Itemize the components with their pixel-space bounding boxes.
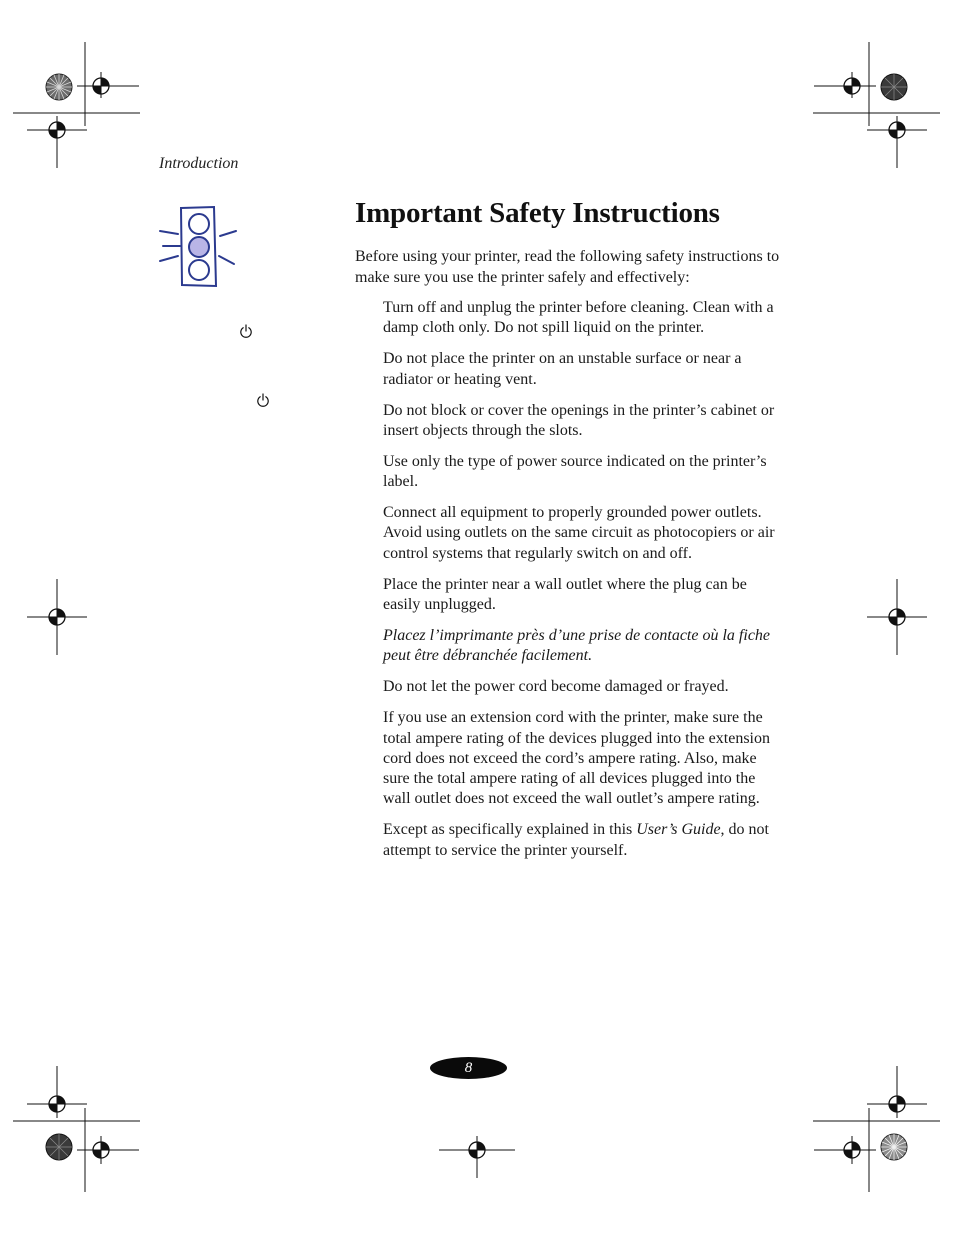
instruction-text: , do not attempt to service the printer yourself.: [383, 821, 769, 859]
safety-instruction: Turn off and unplug the printer before cleaning. Clean with a damp cloth only. Do not spill liquid on the printer.: [383, 299, 774, 337]
registration-mark-icon: [867, 579, 927, 655]
registration-mark-icon: [27, 1066, 87, 1118]
registration-mark-icon: [27, 116, 87, 168]
color-wheel-icon: [46, 1134, 72, 1160]
power-icon: [241, 325, 251, 337]
caution-light-icon: [160, 207, 236, 286]
registration-mark-icon: [867, 116, 927, 168]
running-head: Introduction: [159, 155, 239, 172]
page-number: 8: [430, 1057, 507, 1079]
safety-instruction: Do not let the power cord become damaged or frayed.: [383, 678, 729, 696]
registration-mark-icon: [867, 1066, 927, 1118]
power-icon: [258, 394, 268, 406]
safety-instruction: [383, 820, 783, 861]
registration-mark-icon: [814, 72, 876, 98]
color-wheel-icon: [46, 74, 72, 100]
registration-mark-icon: [77, 72, 139, 98]
safety-instruction-french: Placez l’imprimante près d’une prise de contacte où la fiche peut être débranchée facilement.: [383, 626, 771, 665]
registration-mark-icon: [77, 1136, 139, 1164]
safety-instruction: Place the printer near a wall outlet where the plug can be easily unplugged.: [383, 575, 747, 613]
safety-instruction: Use only the type of power source indicated on the printer’s label.: [383, 452, 767, 491]
safety-instruction-list: [383, 298, 783, 872]
safety-instruction: Do not block or cover the openings in the printer’s cabinet or insert objects through the slots.: [383, 401, 775, 439]
color-wheel-icon: [881, 74, 907, 100]
safety-instruction: If you use an extension cord with the printer, make sure the total ampere rating of the devices plugged into the extension cord does not exceed the cord’s ampere rating. Also, make sure the total ampere rating of all devices plugged into the wall outlet does not exceed the wall outlet’s ampere rating.: [383, 709, 770, 808]
instruction-text: Except as specifically explained in this: [383, 821, 637, 839]
registration-mark-icon: [439, 1136, 515, 1178]
page-title: Important Safety Instructions: [355, 197, 720, 229]
guide-title: User’s Guide: [636, 821, 721, 839]
registration-mark-icon: [814, 1136, 876, 1164]
registration-mark-icon: [27, 579, 87, 655]
intro-paragraph: Before using your printer, read the following safety instructions to make sure you use the printer safely and effectively:: [355, 248, 780, 286]
safety-instruction: Do not place the printer on an unstable surface or near a radiator or heating vent.: [383, 350, 742, 388]
safety-instruction: Connect all equipment to properly grounded power outlets. Avoid using outlets on the same circuit as photocopiers or air control systems that regularly switch on and off.: [383, 504, 775, 562]
color-wheel-icon: [881, 1134, 907, 1160]
